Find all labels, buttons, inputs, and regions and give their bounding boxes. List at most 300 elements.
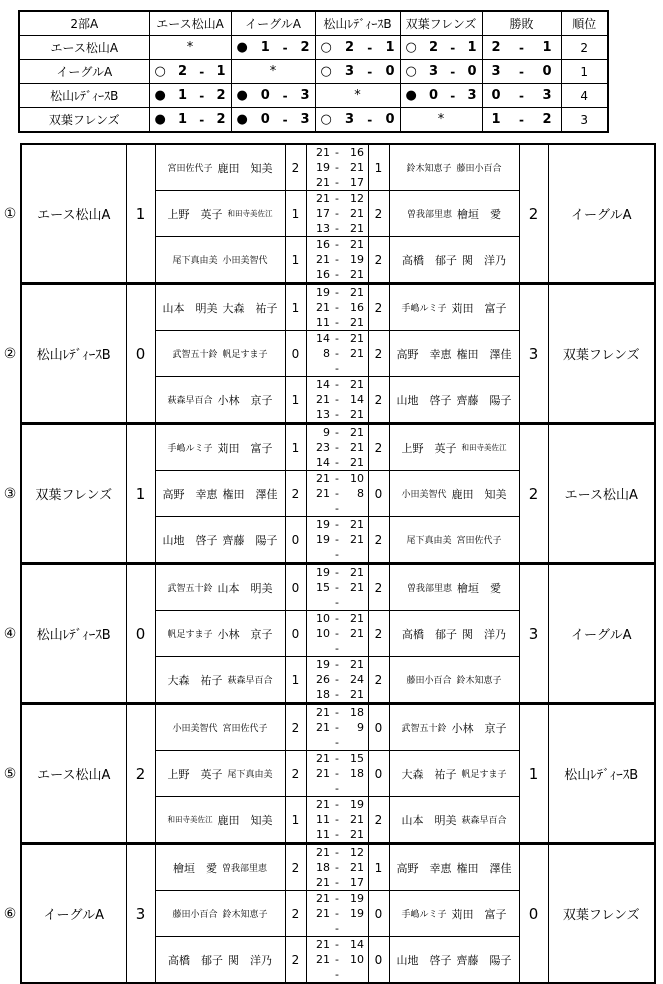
team-name-cell: 松山ﾚﾃﾞｨｰｽB (19, 84, 149, 108)
pair-names (156, 580, 285, 596)
game-left-score: 11 (316, 828, 330, 841)
player-name: 曽我部里恵 (406, 584, 452, 594)
game-score-line (307, 672, 368, 687)
team-name-cell: イーグルA (19, 60, 149, 84)
game-left-score: 19 (316, 566, 330, 579)
game-right-score (344, 595, 364, 610)
pair-names-cell (155, 611, 285, 657)
player-name: 関 洋乃 (462, 627, 506, 641)
lose-circle-icon: ● (236, 88, 248, 103)
game-dash: - (335, 472, 339, 485)
game-scores-cell (306, 657, 368, 704)
score-left: 1 (178, 88, 188, 103)
game-score-line (307, 425, 368, 440)
pair-names-cell (389, 471, 519, 517)
lose-circle-icon: ● (154, 112, 166, 127)
team-name-cell: エース松山A (19, 36, 149, 60)
lose-circle-icon: ● (236, 40, 248, 55)
match-block-row (0, 284, 663, 424)
game-score-line (307, 285, 368, 300)
block-number: ① (3, 205, 17, 222)
game-left-score: 19 (316, 161, 330, 174)
pair-names (156, 300, 285, 316)
right-pair-score-cell: 2 (368, 797, 389, 844)
match-row (21, 425, 655, 471)
game-scores-cell (306, 191, 368, 237)
game-score-line (307, 827, 368, 842)
game-left-score: 19 (316, 286, 330, 299)
wins-count: 3 (491, 64, 501, 79)
game-left-score (310, 641, 330, 656)
score-left: 0 (260, 112, 270, 127)
wins-count: 2 (491, 40, 501, 55)
win-circle-icon: ○ (405, 64, 417, 79)
win-circle-icon: ○ (320, 40, 332, 55)
left-pair-score-cell: 2 (285, 751, 306, 797)
left-team-cell: エース松山A (21, 705, 126, 844)
left-pair-score-cell: 0 (285, 565, 306, 611)
game-score-line (307, 845, 368, 860)
player-name: 萩森早百合 (167, 396, 213, 406)
game-dash: - (335, 782, 339, 795)
game-dash: - (335, 192, 339, 205)
player-name: 鹿田 知美 (451, 487, 507, 501)
win-loss-content (483, 36, 561, 59)
game-right-score: 21 (350, 688, 364, 701)
game-dash: - (335, 347, 339, 360)
win-loss-cell (482, 84, 561, 108)
game-scores-cell (306, 144, 368, 191)
right-team-score-cell: 2 (519, 425, 548, 564)
win-loss-content (483, 108, 561, 131)
block-number: ⑤ (3, 766, 17, 782)
game-left-score: 21 (316, 176, 330, 189)
standings-row (19, 36, 608, 60)
score-dash: - (367, 40, 373, 55)
left-team-cell: エース松山A (21, 144, 126, 283)
right-pair-score-cell: 2 (368, 517, 389, 564)
left-team-score-cell: 0 (126, 565, 155, 704)
left-team-cell: イーグルA (21, 845, 126, 984)
match-row (21, 285, 655, 331)
match-result-cell (400, 36, 482, 60)
game-left-score: 23 (316, 441, 330, 454)
player-name: 小林 京子 (217, 393, 273, 407)
block-number: ② (3, 346, 17, 362)
game-dash: - (335, 456, 339, 469)
game-left-score: 11 (316, 813, 330, 826)
pair-names (390, 533, 519, 546)
game-left-score: 13 (316, 408, 330, 421)
pair-names-cell (389, 937, 519, 984)
pair-names-cell (389, 891, 519, 937)
left-team-score-cell: 3 (126, 845, 155, 984)
pair-names-cell (155, 517, 285, 564)
game-left-score: 18 (316, 861, 330, 874)
left-pair-score-cell: 2 (285, 144, 306, 191)
game-right-score: 19 (350, 253, 364, 266)
pair-names-cell (389, 237, 519, 284)
match-result-cell (231, 108, 315, 133)
player-name: 小田美智代 (172, 724, 218, 734)
game-dash: - (335, 706, 339, 719)
match-row (21, 565, 655, 611)
game-dash: - (335, 502, 339, 515)
left-pair-score-cell: 1 (285, 191, 306, 237)
game-dash: - (335, 658, 339, 671)
game-right-score: 21 (350, 581, 364, 594)
win-loss-cell (482, 108, 561, 133)
player-name: 藤田小百合 (172, 910, 218, 920)
score-left: 3 (429, 64, 439, 79)
left-pair-score-cell: 1 (285, 377, 306, 424)
game-dash: - (335, 892, 339, 905)
pair-names (390, 812, 519, 828)
game-right-score: 21 (350, 441, 364, 454)
game-scores-cell (306, 517, 368, 564)
left-pair-score-cell: 1 (285, 425, 306, 471)
score-left: 0 (260, 88, 270, 103)
match-row (21, 705, 655, 751)
player-name: 苅田 富子 (451, 301, 507, 315)
game-score-line (307, 440, 368, 455)
match-result-cell (149, 84, 231, 108)
pair-names (156, 206, 285, 222)
pair-names (390, 626, 519, 642)
game-score-line (307, 906, 368, 921)
game-score-line (307, 797, 368, 812)
game-dash: - (335, 907, 339, 920)
win-circle-icon: ○ (405, 40, 417, 55)
standings-body (19, 36, 608, 133)
pair-names-cell (155, 565, 285, 611)
player-name: 齊藤 陽子 (456, 953, 512, 967)
game-left-score: 21 (316, 907, 330, 920)
win-loss-content (483, 84, 561, 107)
game-dash: - (335, 161, 339, 174)
right-pair-score-cell: 1 (368, 144, 389, 191)
score-dash: - (282, 112, 288, 127)
game-dash: - (335, 408, 339, 421)
game-score-line (307, 766, 368, 781)
player-name: 大森 祐子 (222, 301, 278, 315)
game-dash: - (335, 721, 339, 734)
game-left-score: 21 (316, 146, 330, 159)
pair-names-cell (155, 797, 285, 844)
losses-count: 2 (542, 112, 552, 127)
standings-rank-header: 順位 (561, 11, 608, 36)
player-name: 宮田佐代子 (456, 536, 502, 546)
game-score-line (307, 252, 368, 267)
player-name: 齊藤 陽子 (456, 393, 512, 407)
standings-row (19, 84, 608, 108)
lose-circle-icon: ● (154, 88, 166, 103)
pair-names (156, 532, 285, 548)
score-right: 2 (216, 112, 226, 127)
game-left-score: 11 (316, 316, 330, 329)
game-right-score: 21 (350, 518, 364, 531)
score-right: 1 (385, 40, 395, 55)
score-right: 3 (300, 112, 310, 127)
game-score-line (307, 315, 368, 330)
pair-names-cell (155, 285, 285, 331)
result-cell-content (232, 84, 315, 107)
game-left-score: 21 (316, 752, 330, 765)
match-result-cell (231, 84, 315, 108)
pair-names-cell (155, 657, 285, 704)
game-right-score: 24 (350, 673, 364, 686)
game-scores-cell (306, 425, 368, 471)
score-dash: - (450, 40, 456, 55)
rank-cell: 1 (561, 60, 608, 84)
game-score-line (307, 377, 368, 392)
game-right-score: 21 (350, 533, 364, 546)
game-dash: - (335, 533, 339, 546)
game-left-score: 14 (316, 456, 330, 469)
player-name: 鹿田 知美 (217, 813, 273, 827)
right-pair-score-cell: 2 (368, 331, 389, 377)
rank-cell: 3 (561, 108, 608, 133)
game-score-line (307, 532, 368, 547)
game-left-score: 21 (316, 876, 330, 889)
game-scores-cell (306, 237, 368, 284)
game-left-score (310, 547, 330, 562)
match-result-cell (315, 60, 400, 84)
game-score-line (307, 657, 368, 672)
score-dash: - (450, 64, 456, 79)
score-left: 2 (345, 40, 355, 55)
pair-names (156, 907, 285, 920)
right-team-score-cell: 2 (519, 144, 548, 283)
pair-names (390, 346, 519, 362)
game-score-line (307, 471, 368, 486)
game-left-score (310, 781, 330, 796)
game-right-score: 21 (350, 286, 364, 299)
match-row (21, 144, 655, 191)
game-scores-cell (306, 751, 368, 797)
left-team-cell: 松山ﾚﾃﾞｨｰｽB (21, 565, 126, 704)
result-cell-content (401, 84, 482, 107)
game-left-score: 19 (316, 533, 330, 546)
game-scores-cell (306, 705, 368, 751)
match-block-row (0, 844, 663, 984)
result-cell-content (232, 108, 315, 131)
game-right-score: 17 (350, 876, 364, 889)
game-left-score: 21 (316, 192, 330, 205)
pair-names-cell (389, 377, 519, 424)
game-score-line (307, 160, 368, 175)
pair-names (390, 486, 519, 502)
game-score-line (307, 486, 368, 501)
match-block-table (20, 704, 656, 844)
game-right-score: 21 (350, 627, 364, 640)
game-right-score: 8 (357, 487, 364, 500)
player-name: 檜垣 愛 (457, 581, 501, 595)
result-cell-content (316, 60, 400, 83)
pair-names-cell (155, 891, 285, 937)
left-team-cell: 双葉フレンズ (21, 425, 126, 564)
pair-names (390, 720, 519, 736)
left-pair-score-cell: 0 (285, 517, 306, 564)
lose-circle-icon: ● (405, 88, 417, 103)
pair-names-cell (155, 937, 285, 984)
game-left-score: 9 (323, 426, 330, 439)
player-name: 山本 明美 (217, 581, 273, 595)
game-score-line (307, 751, 368, 766)
game-scores-cell (306, 937, 368, 984)
game-right-score: 21 (350, 456, 364, 469)
game-left-score (310, 501, 330, 516)
game-right-score: 21 (350, 207, 364, 220)
pair-names (156, 952, 285, 968)
game-right-score: 21 (350, 378, 364, 391)
game-dash: - (335, 332, 339, 345)
pair-names-cell (155, 705, 285, 751)
left-pair-score-cell: 2 (285, 845, 306, 891)
game-dash: - (335, 968, 339, 981)
right-pair-score-cell: 0 (368, 891, 389, 937)
game-right-score: 21 (350, 161, 364, 174)
pair-names-cell (389, 517, 519, 564)
losses-count: 3 (542, 88, 552, 103)
match-block-table (20, 143, 656, 284)
result-cell-content (150, 60, 231, 83)
game-left-score: 21 (316, 253, 330, 266)
player-name: 尾下真由美 (406, 536, 452, 546)
right-team-cell: イーグルA (548, 565, 655, 704)
player-name: 檜垣 愛 (457, 207, 501, 221)
game-right-score: 16 (350, 301, 364, 314)
game-scores-cell (306, 891, 368, 937)
rank-cell: 2 (561, 36, 608, 60)
game-score-line (307, 952, 368, 967)
block-number: ⑥ (3, 906, 17, 922)
player-name: 上野 英子 (401, 441, 457, 455)
pair-names-cell (389, 845, 519, 891)
score-dash: - (282, 40, 288, 55)
score-right: 1 (216, 64, 226, 79)
game-right-score: 21 (350, 347, 364, 360)
pair-names-cell (155, 425, 285, 471)
game-right-score: 21 (350, 332, 364, 345)
match-block-table (20, 424, 656, 564)
match-block-row (0, 424, 663, 564)
right-team-cell: エース松山A (548, 425, 655, 564)
right-team-cell: イーグルA (548, 144, 655, 283)
game-right-score: 10 (350, 953, 364, 966)
game-score-line (307, 705, 368, 720)
game-right-score (344, 735, 364, 750)
match-block-table (20, 844, 656, 984)
game-right-score: 19 (350, 798, 364, 811)
pair-names-cell (155, 377, 285, 424)
lose-circle-icon: ● (236, 112, 248, 127)
pair-names (156, 486, 285, 502)
player-name: 大森 祐子 (401, 767, 457, 781)
game-right-score: 14 (350, 938, 364, 951)
game-right-score (344, 921, 364, 936)
game-score-line (307, 455, 368, 470)
score-dash: - (367, 112, 373, 127)
score-left: 2 (178, 64, 188, 79)
player-name: 高野 幸恵 (396, 861, 452, 875)
game-right-score: 15 (350, 752, 364, 765)
left-pair-score-cell: 1 (285, 797, 306, 844)
losses-count: 1 (542, 40, 552, 55)
standings-header-row (19, 11, 608, 36)
pair-names-cell (389, 425, 519, 471)
left-team-score-cell: 0 (126, 285, 155, 424)
diagonal-star-cell: * (400, 108, 482, 133)
score-left: 1 (178, 112, 188, 127)
player-name: 武智五十鈴 (167, 584, 213, 594)
player-name: 権田 澤佳 (456, 861, 512, 875)
game-left-score: 10 (316, 612, 330, 625)
game-score-line (307, 346, 368, 361)
game-right-score: 19 (350, 892, 364, 905)
game-right-score: 21 (350, 222, 364, 235)
game-left-score (310, 735, 330, 750)
pair-names (390, 300, 519, 316)
game-score-line (307, 267, 368, 282)
pair-names-cell (389, 331, 519, 377)
player-name: 手嶋ルミ子 (167, 444, 213, 454)
player-name: 山地 啓子 (396, 953, 452, 967)
player-name: 尾下真由美 (172, 256, 218, 266)
game-dash: - (335, 286, 339, 299)
score-right: 3 (300, 88, 310, 103)
player-name: 関 洋乃 (462, 253, 506, 267)
right-team-cell: 双葉フレンズ (548, 285, 655, 424)
player-name: 鹿田 知美 (217, 161, 273, 175)
game-left-score: 21 (316, 721, 330, 734)
game-dash: - (335, 642, 339, 655)
left-pair-score-cell: 2 (285, 891, 306, 937)
results-blocks (0, 143, 663, 984)
game-score-line (307, 547, 368, 562)
wins-count: 1 (491, 112, 501, 127)
game-right-score (344, 967, 364, 982)
player-name: 高野 幸恵 (162, 487, 218, 501)
game-score-line (307, 611, 368, 626)
score-left: 1 (260, 40, 270, 55)
pair-names-cell (155, 331, 285, 377)
result-cell-content (401, 36, 482, 59)
score-dash: - (450, 88, 456, 103)
result-cell-content (401, 60, 482, 83)
standings-wl-header: 勝敗 (482, 11, 561, 36)
pair-names-cell (389, 611, 519, 657)
score-left: 3 (345, 112, 355, 127)
score-dash: - (199, 88, 205, 103)
player-name: 山地 啓子 (162, 533, 218, 547)
game-dash: - (335, 736, 339, 749)
pair-names (156, 347, 285, 360)
pair-names (390, 252, 519, 268)
game-score-line (307, 626, 368, 641)
player-name: 手嶋ルミ子 (401, 304, 447, 314)
left-pair-score-cell: 1 (285, 285, 306, 331)
right-pair-score-cell: 2 (368, 565, 389, 611)
header-team-cell: エース松山A (149, 11, 231, 36)
game-score-line (307, 392, 368, 407)
match-result-cell (315, 108, 400, 133)
right-team-score-cell: 0 (519, 845, 548, 984)
standings-row (19, 108, 608, 133)
left-pair-score-cell: 1 (285, 237, 306, 284)
score-dash: - (282, 88, 288, 103)
standings-row (19, 60, 608, 84)
